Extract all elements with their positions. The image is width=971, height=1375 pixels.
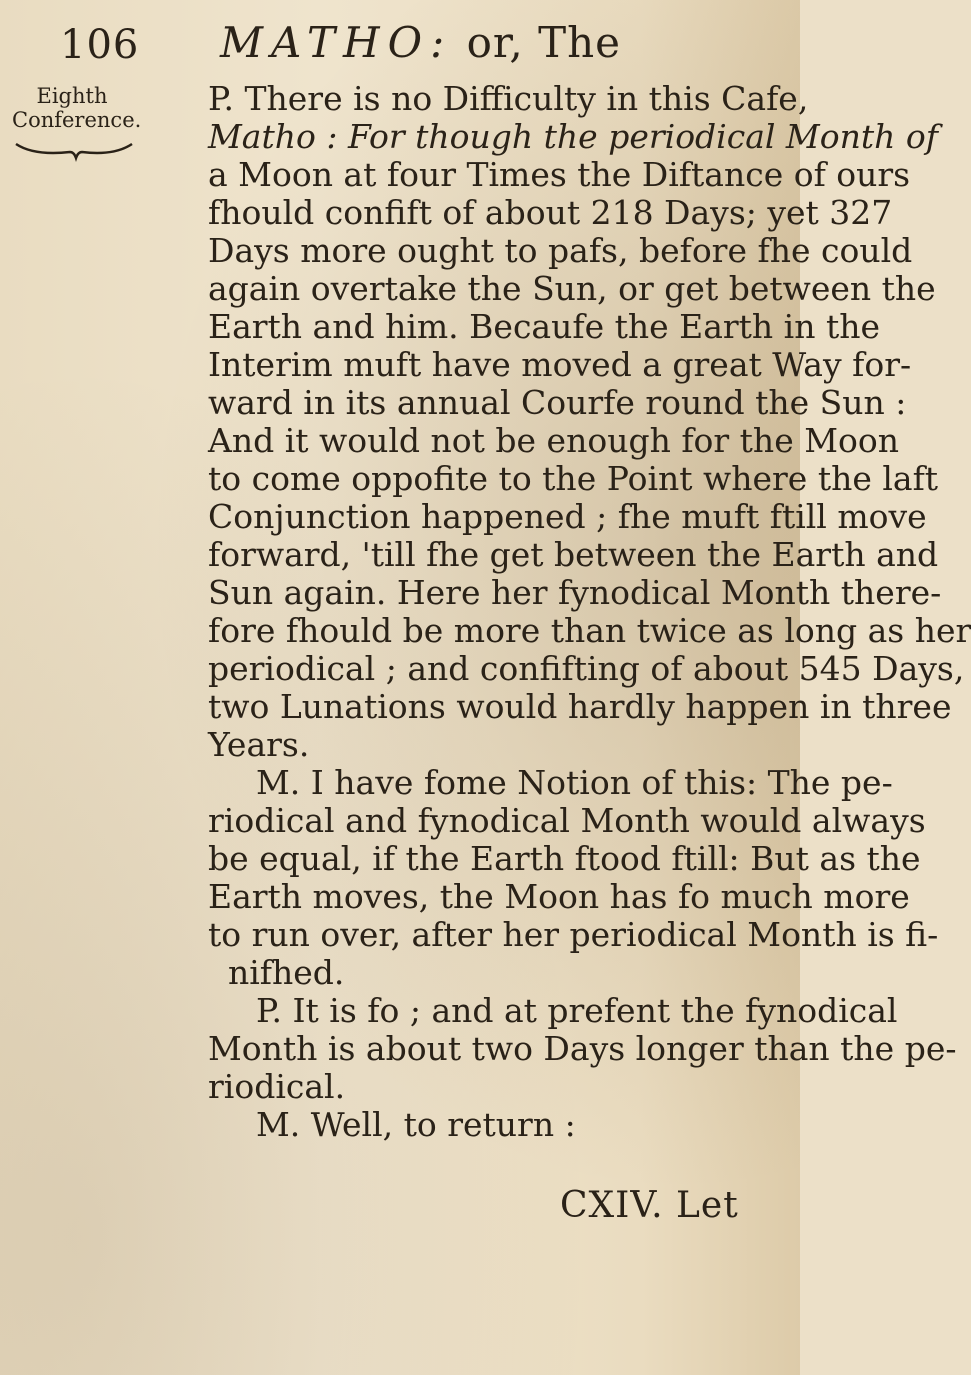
text-line: nifhed. [228, 953, 345, 992]
text-line: again overtake the Sun, or get between the [208, 269, 936, 308]
margin-note-line: Conference. [12, 108, 142, 132]
text-line: to run over, after her periodical Month is fi- [208, 915, 939, 954]
text-line: P. It is fo ; and at prefent the fynodical [256, 991, 898, 1030]
text-line: M. I have fome Notion of this: The pe- [256, 763, 893, 802]
speaker-matho: Matho : For though the periodical Month of [208, 117, 938, 156]
text-line: Month is about two Days longer than the pe- [208, 1029, 957, 1068]
catchword: CXIV. Let [560, 1185, 739, 1226]
running-title [220, 18, 621, 67]
running-title-main: MATHO: [220, 18, 453, 67]
text-line: Years. [208, 725, 310, 764]
text-line: periodical ; and confifting of about 545 Days, [208, 649, 965, 688]
text-line: riodical. [208, 1067, 346, 1106]
text-line: a Moon at four Times the Diftance of ours [208, 155, 911, 194]
text-line: forward, 'till fhe get between the Earth and [208, 535, 939, 574]
running-title-subtitle: or, The [466, 18, 621, 67]
text-line: Days more ought to pafs, before fhe could [208, 231, 913, 270]
text-line: M. Well, to return : [256, 1105, 576, 1144]
text-line: Earth moves, the Moon has fo much more [208, 877, 910, 916]
text-line: fore fhould be more than twice as long as her [208, 611, 971, 650]
text-line [64, 117, 938, 156]
text-line: ward in its annual Courfe round the Sun : [208, 383, 907, 422]
text-line: P. There is no Difficulty in this Cafe, [208, 79, 809, 118]
text-line: Earth and him. Becaufe the Earth in the [208, 307, 881, 346]
text-line: two Lunations would hardly happen in three [208, 687, 952, 726]
body-text [208, 79, 971, 1144]
text-line: to come oppofite to the Point where the laft [208, 459, 939, 498]
margin-note-line: Eighth [36, 84, 108, 108]
text-line: Conjunction happened ; fhe muft ftill move [208, 497, 927, 536]
text-line: Sun again. Here her fynodical Month there- [208, 573, 942, 612]
text-line: be equal, if the Earth ftood ftill: But as the [208, 839, 921, 878]
text-line: riodical and fynodical Month would always [208, 801, 926, 840]
text-line: Interim muft have moved a great Way for- [208, 345, 912, 384]
page-header [0, 18, 800, 78]
page-number: 106 [60, 22, 140, 68]
text-line: And it would not be enough for the Moon [208, 421, 899, 460]
text-line: fhould confift of about 218 Days; yet 327 [208, 193, 893, 232]
